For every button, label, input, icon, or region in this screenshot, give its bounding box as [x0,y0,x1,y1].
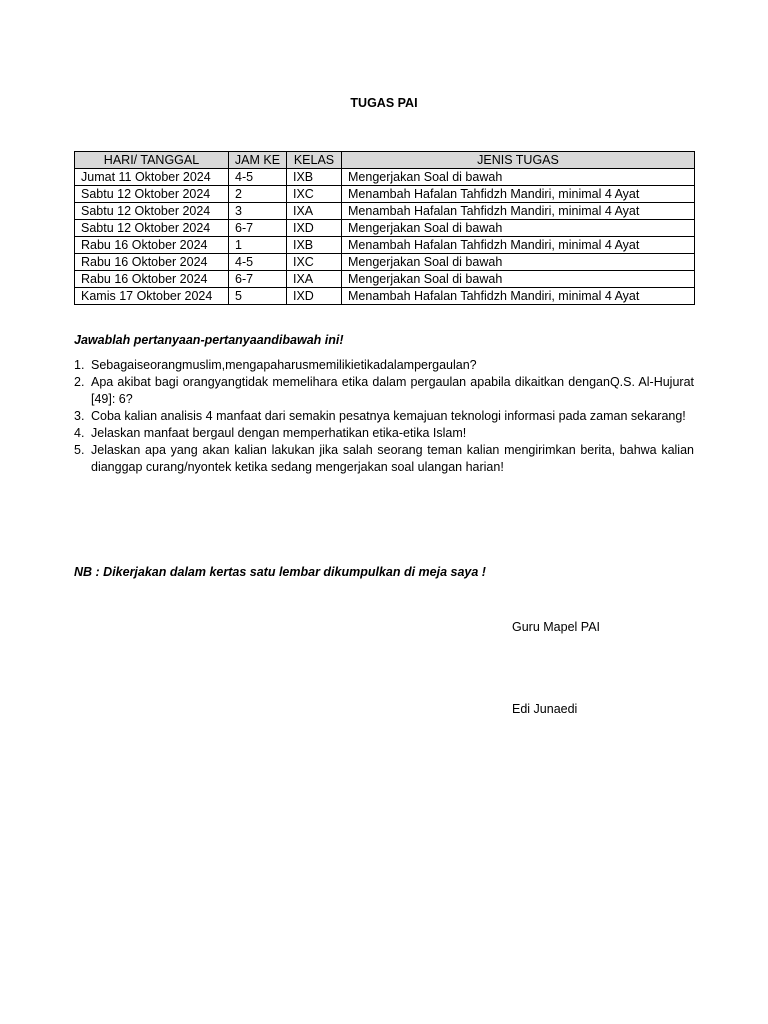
cell-class: IXD [287,288,342,305]
table-header-row [75,152,695,169]
question-number: 3. [74,409,85,423]
header-date: HARI/ TANGGAL [75,152,229,169]
question-number: 2. [74,375,85,389]
table-row [75,203,695,220]
cell-date: Rabu 16 Oktober 2024 [75,271,229,288]
question-text: Jelaskan manfaat bergaul dengan memperhatikan etika-etika Islam! [91,426,467,440]
list-item [74,425,694,442]
cell-period: 5 [229,288,287,305]
cell-period: 6-7 [229,271,287,288]
signature-name: Edi Junaedi [512,702,578,716]
cell-period: 4-5 [229,254,287,271]
cell-date: Sabtu 12 Oktober 2024 [75,186,229,203]
cell-date: Rabu 16 Oktober 2024 [75,254,229,271]
signature-role: Guru Mapel PAI [512,620,601,634]
question-number: 4. [74,426,85,440]
list-item [74,374,694,408]
question-text: Apa akibat bagi orangyangtidak memelihara etika dalam pergaulan apabila dikaitkan denganQ.S. Al-Hujurat [49]: 6? [91,375,694,406]
cell-date: Rabu 16 Oktober 2024 [75,237,229,254]
table-row [75,220,695,237]
table-row [75,169,695,186]
cell-task: Menambah Hafalan Tahfidzh Mandiri, minimal 4 Ayat [342,237,695,254]
document-title: TUGAS PAI [350,96,418,110]
list-item [74,357,694,374]
table-row [75,254,695,271]
cell-period: 1 [229,237,287,254]
list-item [74,442,694,476]
cell-period: 6-7 [229,220,287,237]
cell-date: Sabtu 12 Oktober 2024 [75,220,229,237]
assignment-table [74,151,695,305]
question-text: Sebagaiseorangmuslim,mengapaharusmemilikietikadalampergaulan? [91,358,477,372]
cell-task: Menambah Hafalan Tahfidzh Mandiri, minimal 4 Ayat [342,203,695,220]
question-text: Jelaskan apa yang akan kalian lakukan jika salah seorang teman kalian mengirimkan berita, bahwa kalian dianggap curang/nyontek ketika sedang mengerjakan soal ulangan harian! [91,443,694,474]
cell-period: 4-5 [229,169,287,186]
question-text: Coba kalian analisis 4 manfaat dari semakin pesatnya kemajuan teknologi informasi pada zaman sekarang! [91,409,686,423]
header-task-type: JENIS TUGAS [342,152,695,169]
cell-task: Menambah Hafalan Tahfidzh Mandiri, minimal 4 Ayat [342,288,695,305]
list-item [74,408,694,425]
table-row [75,271,695,288]
question-number: 1. [74,358,85,372]
cell-class: IXC [287,186,342,203]
cell-task: Mengerjakan Soal di bawah [342,169,695,186]
cell-class: IXB [287,169,342,186]
question-number: 5. [74,443,85,457]
cell-class: IXD [287,220,342,237]
cell-date: Jumat 11 Oktober 2024 [75,169,229,186]
cell-date: Sabtu 12 Oktober 2024 [75,203,229,220]
submission-note: NB : Dikerjakan dalam kertas satu lembar dikumpulkan di meja saya ! [74,565,486,579]
table-row [75,288,695,305]
question-list [74,357,694,476]
header-class: KELAS [287,152,342,169]
cell-task: Mengerjakan Soal di bawah [342,220,695,237]
table-row [75,186,695,203]
cell-class: IXA [287,271,342,288]
table-row [75,237,695,254]
cell-task: Menambah Hafalan Tahfidzh Mandiri, minimal 4 Ayat [342,186,695,203]
cell-class: IXA [287,203,342,220]
cell-class: IXB [287,237,342,254]
header-period: JAM KE [229,152,287,169]
cell-period: 3 [229,203,287,220]
questions-instruction: Jawablah pertanyaan-pertanyaandibawah ini! [74,333,344,347]
cell-date: Kamis 17 Oktober 2024 [75,288,229,305]
cell-period: 2 [229,186,287,203]
cell-task: Mengerjakan Soal di bawah [342,254,695,271]
cell-class: IXC [287,254,342,271]
cell-task: Mengerjakan Soal di bawah [342,271,695,288]
